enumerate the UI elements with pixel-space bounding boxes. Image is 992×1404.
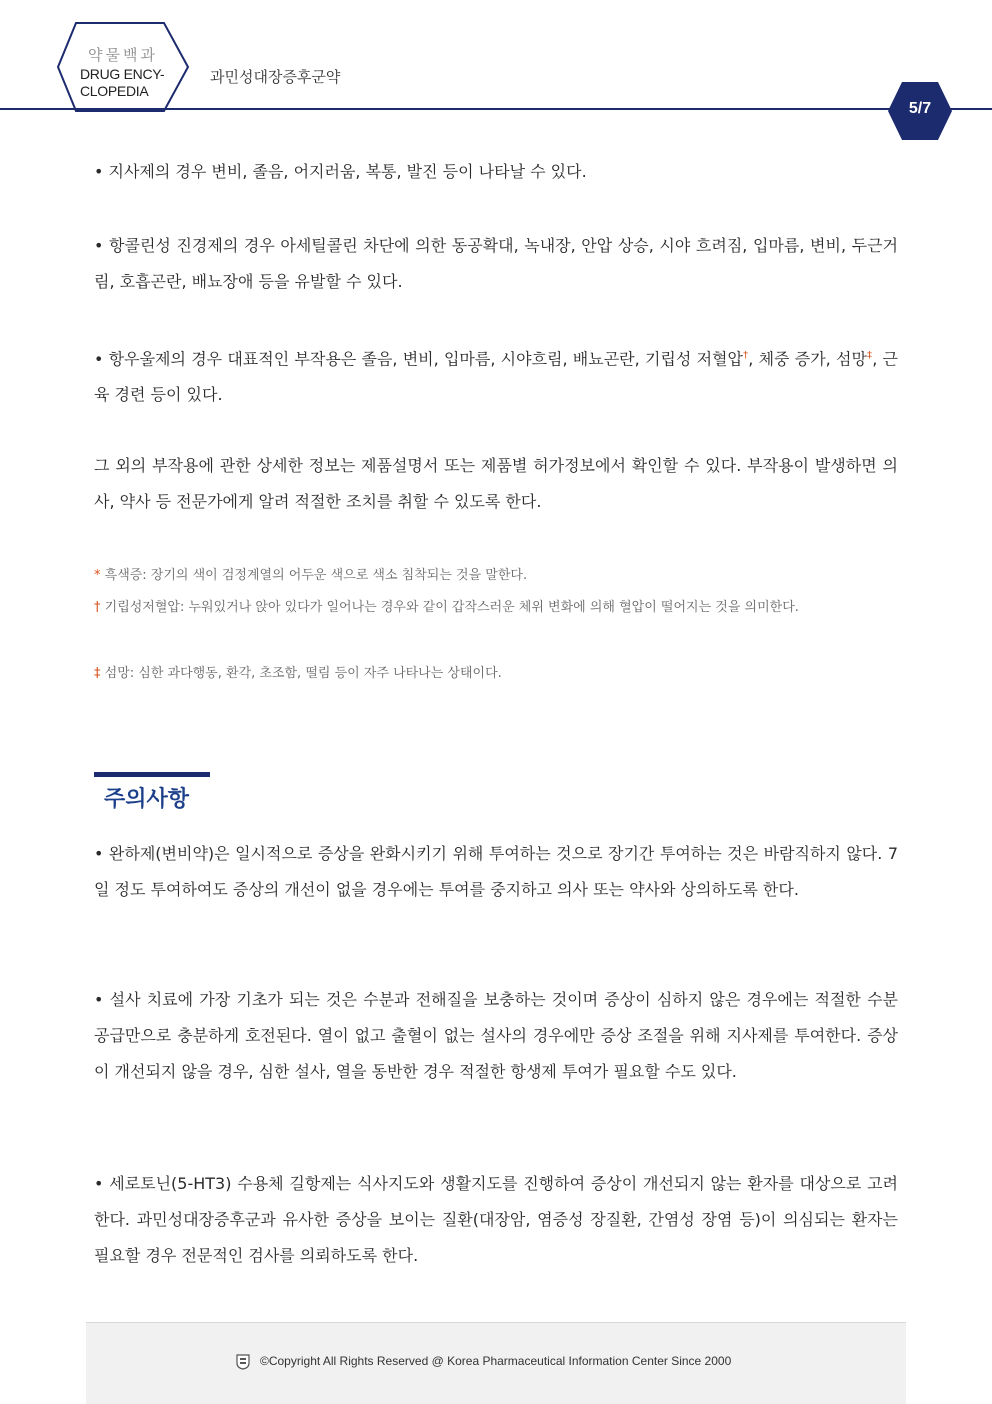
precaution-serotonin: • 세로토닌(5-HT3) 수용체 길항제는 식사지도와 생활지도를 진행하여 증상이 개선되지 않는 환자를 대상으로 고려한다. 과민성대장증후군과 유사한 증상을 보이는 질환(대장암, 염증성 장질환, 간염성 장염 등)이 의심되는 환자는 필요할 경우 전문적인 검사를 의뢰하도록 한다. [94,1174,898,1265]
side-effect-antidepressant [94,338,898,413]
footnote-mark-double-dagger: ‡ [866,350,873,361]
footer-copyright: ©Copyright All Rights Reserved @ Korea Pharmaceutical Information Center Since 2000 [260,1354,732,1368]
footnote-mark: † [94,600,101,615]
section-title-precautions: 주의사항 [104,787,190,812]
antidepressant-text: • 항우울제의 경우 대표적인 부작용은 졸음, 변비, 입마름, 시야흐림, 배뇨곤란, 기립성 저혈압 [94,349,743,369]
logo-english-line: CLOPEDIA [80,83,149,99]
logo-english-text [80,66,180,100]
kpic-shield-icon [236,1354,250,1370]
footnote-orthostatic-hypotension [94,592,898,623]
precaution-diarrhea: • 설사 치료에 가장 기초가 되는 것은 수분과 전해질을 보충하는 것이며 증상이 심하지 않은 경우에는 적절한 수분 공급만으로 충분하게 호전된다. 열이 없고 출혈이 없는 설사의 경우에만 증상 조절을 위해 지사제를 투여한다. 증상이 개선되지 않을 경우, 심한 설사, 열을 동반한 경우 적절한 항생제 투여가 필요할 수도 있다. [94,990,898,1081]
footnote-mark-dagger: † [742,350,749,361]
other-side-effects-info: 그 외의 부작용에 관한 상세한 정보는 제품설명서 또는 제품별 허가정보에서 확인할 수 있다. 부작용이 발생하면 의사, 약사 등 전문가에게 알려 적절한 조치를 취할 수 있도록 한다. [94,456,898,511]
footnote-text: 섬망: 심한 과다행동, 환각, 초조함, 떨림 등이 자주 나타나는 상태이다. [100,666,502,681]
side-effect-anticholinergic: • 항콜린성 진경제의 경우 아세틸콜린 차단에 의한 동공확대, 녹내장, 안압 상승, 시야 흐려짐, 입마름, 변비, 두근거림, 호흡곤란, 배뇨장애 등을 유발할 수 있다. [94,236,898,291]
section-accent-bar [94,772,210,777]
logo-korean-text: 약물백과 [88,46,158,64]
antidepressant-text: , 체중 증가, 섬망 [748,349,867,369]
document-title: 과민성대장증후군약 [210,68,341,86]
side-effect-antidiarrheal: • 지사제의 경우 변비, 졸음, 어지러움, 복통, 발진 등이 나타날 수 있다. [94,162,587,181]
precaution-laxative: • 완하제(변비약)은 일시적으로 증상을 완화시키기 위해 투여하는 것으로 장기간 투여하는 것은 바람직하지 않다. 7일 정도 투여하여도 증상의 개선이 없을 경우에는 투여를 중지하고 의사 또는 약사와 상의하도록 한다. [94,844,898,899]
header-divider [0,108,992,110]
footnote-mark: ‡ [94,666,101,681]
footnote-text: 흑색증: 장기의 색이 검정계열의 어두운 색으로 색소 침착되는 것을 말한다. [100,568,528,583]
footnote-mark: * [94,568,101,583]
footnote-melanosis [94,560,898,591]
antidepressant-text: , 근육 경련 등이 있다. [94,349,899,405]
footnote-text: 기립성저혈압: 누워있거나 앉아 있다가 일어나는 경우와 같이 갑작스러운 체위 변화에 의해 혈압이 떨어지는 것을 의미한다. [100,600,799,615]
page-number: 5/7 [908,100,932,117]
footnote-delirium [94,658,898,689]
logo-english-line: DRUG ENCY- [80,66,165,82]
